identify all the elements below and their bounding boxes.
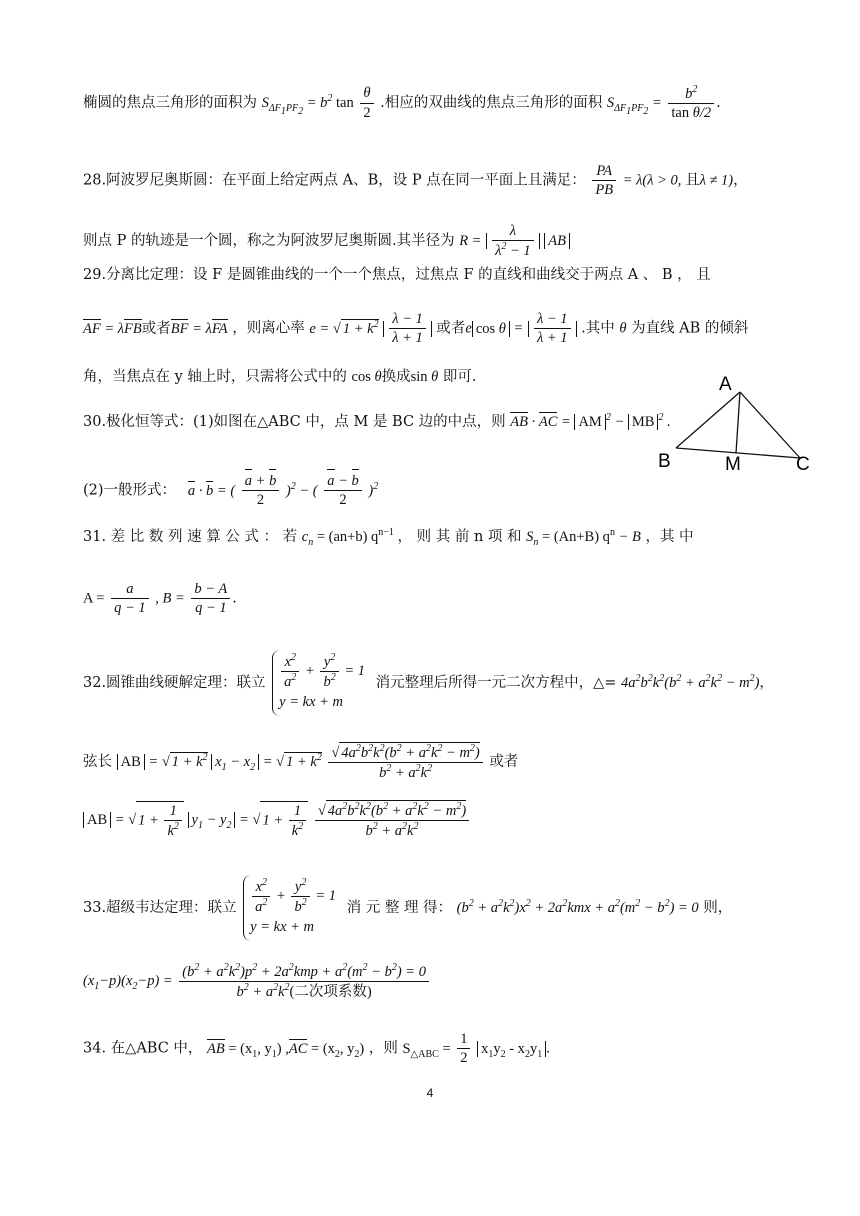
item-31-line-2: A = $\frac{a}{q - 1}$ , B = $\frac{b - A}{q - 1}$ . [83, 581, 237, 617]
fraction-chord-y: $\frac{√ 4a^2b^2k^2(b^2 + a^2k^2 - m^2)}{b^2 + a^2k^2}$ [315, 800, 469, 840]
text-then: 则， [703, 900, 733, 917]
fraction-pa-pb: $\frac{PA}{PB}$ [592, 162, 616, 199]
item-34-line: 34. 在△ABC 中， AB = ($x_1$, $y_1$) $,AC = (x_2$, $y_2$) ，则 $S_{\triangle ABC}$ = $\frac{1}{2}$ $x_1y_2 - x_2y_1$ . [83, 1031, 550, 1067]
text-quadratic-coefficient: (二次项系数) [289, 983, 372, 1000]
text-polarization: 30.极化恒等式：(1)如图在△ABC 中，点 M 是 BC 边的中点，则 [83, 413, 506, 430]
text-super-vieta: 33.超级韦达定理：联立 [83, 900, 237, 917]
item-29-line-3: 角，当焦点在 y 轴上时，只需将公式中的 cos θ换成sin θ 即可. [83, 369, 477, 385]
item-30-line-1: 30.极化恒等式：(1)如图在△ABC 中，点 M 是 BC 边的中点，则 AB · AC = AM $^2$ − MB $^2$ . [83, 412, 671, 430]
fraction-lambda-ratio-1: $\frac{\lambda - 1}{\lambda + 1}$ [389, 310, 426, 347]
item-33-line-2: $(x_1-p)(x_2-p)$ = $\frac{(b^2 + a^2k^2)p^2 + 2a^2kmp + a^2(m^2 - b^2) = 0}{b^2 + a^2k^2(二次项系数)}$ [83, 962, 431, 1001]
system-of-equations-33: $\frac{x^2}{a^2}$ + $\frac{y^2}{b^2}$ = 1 y = kx + m [243, 875, 342, 941]
text-focus-on-y: 角，当焦点在 y 轴上时，只需将公式中的 [83, 369, 347, 385]
page-number: 4 [426, 1086, 434, 1100]
text-apollonius: 28.阿波罗尼奥斯圆：在平面上给定两点 A、B，设 P 点在同一平面上且满足： [83, 172, 586, 189]
text-conic-hard-solution: 32.圆锥曲线硬解定理：联立 [83, 675, 266, 692]
system-of-equations: $\frac{x^2}{a^2}$ + $\frac{y^2}{b^2}$ = 1 y = kx + m [272, 650, 371, 716]
item-31-line-1: 31. 差 比 数 列 速 算 公 式 ： 若 $c_n = (an+b)$ $q^{n-1}$ ， 则 其 前 n 项 和 $S_n = (An+B) q^n - B$ ，其 中 [83, 527, 694, 548]
text-done: 即可. [442, 369, 477, 385]
item-28-line-1: 28.阿波罗尼奥斯圆：在平面上给定两点 A、B，设 P 点在同一平面上且满足： $\frac{PA}{PB}$ = λ(λ > 0, 且λ ≠ 1)， [83, 163, 748, 199]
text-separation-ratio: 29.分离比定理：设 F 是圆锥曲线的一个一个焦点，过焦点 F 的直线和曲线交于两点 A 、 B ， 且 [83, 267, 711, 283]
text-ellipse-area: 椭圆的焦点三角形的面积为 [83, 95, 257, 112]
fraction-lambda-radius: $\frac{\lambda}{\lambda^2 - 1}$ [492, 222, 534, 260]
fraction-super-vieta: $\frac{(b^2 + a^2k^2)p^2 + 2a^2kmp + a^2(m^2 - b^2) = 0}{b^2 + a^2k^2(二次项系数)}$ [179, 962, 429, 1001]
fraction-a-plus-b: $\frac{a + b}{2}$ [242, 472, 280, 509]
label-m: M [725, 454, 741, 472]
label-b: B [658, 451, 671, 472]
triangle-lines [676, 392, 800, 458]
fraction-theta-over-2: $\frac{\theta}{2}$ [360, 84, 373, 121]
fraction-one-half: $\frac{1}{2}$ [457, 1030, 470, 1067]
text-where: .其中 [581, 320, 615, 337]
fraction-b-minus-a-over-q-1: $\frac{b - A}{q - 1}$ [191, 580, 230, 617]
text-difference-ratio: 31. 差 比 数 列 速 算 公 式 ： 若 [83, 528, 298, 545]
triangle-abc-figure [658, 372, 818, 472]
label-c: C [796, 454, 810, 472]
item-29-line-2: AF = λFB或者BF = λFA ，则离心率 e = √ $1 + k^2$ $\frac{\lambda - 1}{\lambda + 1}$ 或者e cos θ = $\frac{\lambda - 1}{\lambda + 1}$ .其中 θ 为直线 AB 的倾斜 [83, 311, 749, 347]
text-or: 或者 [489, 753, 519, 770]
label-a: A [719, 374, 732, 395]
text-inclination: 为直线 AB 的倾斜 [631, 320, 749, 337]
text-then-34: ，则 [368, 1040, 398, 1057]
fraction-a-minus-b: $\frac{a - b}{2}$ [324, 472, 362, 509]
fraction-a-over-q-1: $\frac{a}{q - 1}$ [111, 580, 149, 617]
ellipse-focal-area-line: 椭圆的焦点三角形的面积为 $S_{\Delta F_1PF_2} = b^2$ tan $\frac{\theta}{2}$ .相应的双曲线的焦点三角形的面积 $S_{\Delta F_1PF_2}$ = $\frac{b^2}{\text{tan θ/2}}$ . [83, 84, 721, 121]
fraction-b2-over-tan: $\frac{b^2}{\text{tan θ/2}}$ [668, 84, 714, 122]
item-33-line-1: 33.超级韦达定理：联立 $\frac{x^2}{a^2}$ + $\frac{y^2}{b^2}$ = 1 y = kx + m 消 元 整 理 得： $(b^2 + a^2k^2)x^2 + 2a^2kmx + a^2(m^2 - b^2) = 0$ 则， [83, 875, 732, 941]
item-30-line-2: (2)一般形式： a · b = ( $\frac{a + b}{2}$ )$^2$ − ( $\frac{a - b}{2}$ )$^2$ [83, 473, 379, 509]
text-discriminant: 消元整理后所得一元二次方程中，△= [375, 675, 617, 692]
fraction-lambda-ratio-2: $\frac{\lambda - 1}{\lambda + 1}$ [534, 310, 571, 347]
text-apollonius-radius: 则点 P 的轨迹是一个圆，称之为阿波罗尼奥斯圆.其半径为 [83, 233, 455, 250]
text-triangle-area: 34. 在△ABC 中， [83, 1040, 203, 1057]
text-hyperbola-area: .相应的双曲线的焦点三角形的面积 [380, 95, 603, 112]
text-chord-length: 弦长 [83, 753, 112, 770]
text-sum-first-n: 则 其 前 n 项 和 [416, 528, 522, 545]
item-28-line-2: 则点 P 的轨迹是一个圆，称之为阿波罗尼奥斯圆.其半径为 R = $\frac{\lambda}{\lambda^2 - 1}$ AB [83, 222, 570, 260]
item-32-line-2: 弦长 AB = √ $1 + k^2$ $x_1 - x_2$ = √ $1 + k^2$ $\frac{√ 4a^2b^2k^2(b^2 + a^2k^2 - m^2)}{b^2 + a^2k^2}$ 或者 [83, 743, 519, 781]
item-32-line-1: 32.圆锥曲线硬解定理：联立 $\frac{x^2}{a^2}$ + $\frac{y^2}{b^2}$ = 1 y = kx + m 消元整理后所得一元二次方程中，△= $4a^2b^2k^2(b^2 + a^2k^2 - m^2)$， [83, 650, 774, 716]
text-eccentricity: ，则离心率 [232, 320, 305, 337]
text-simplified: 消 元 整 理 得： [346, 900, 453, 917]
fraction-chord-x: $\frac{√ 4a^2b^2k^2(b^2 + a^2k^2 - m^2)}{b^2 + a^2k^2}$ [328, 742, 482, 782]
item-29-line-1 [83, 268, 711, 283]
item-32-line-3: AB = √ 1 + $\frac{1}{k^2}$ $y_1 - y_2$ = √ 1 + $\frac{1}{k^2}$ $\frac{√ 4a^2b^2k^2(b^2 + a^2k^2 - m^2)}{b^2 + a^2k^2}$ [83, 800, 471, 840]
text-general-form: (2)一般形式： [83, 482, 177, 499]
text-where-31: ，其 中 [645, 528, 694, 545]
